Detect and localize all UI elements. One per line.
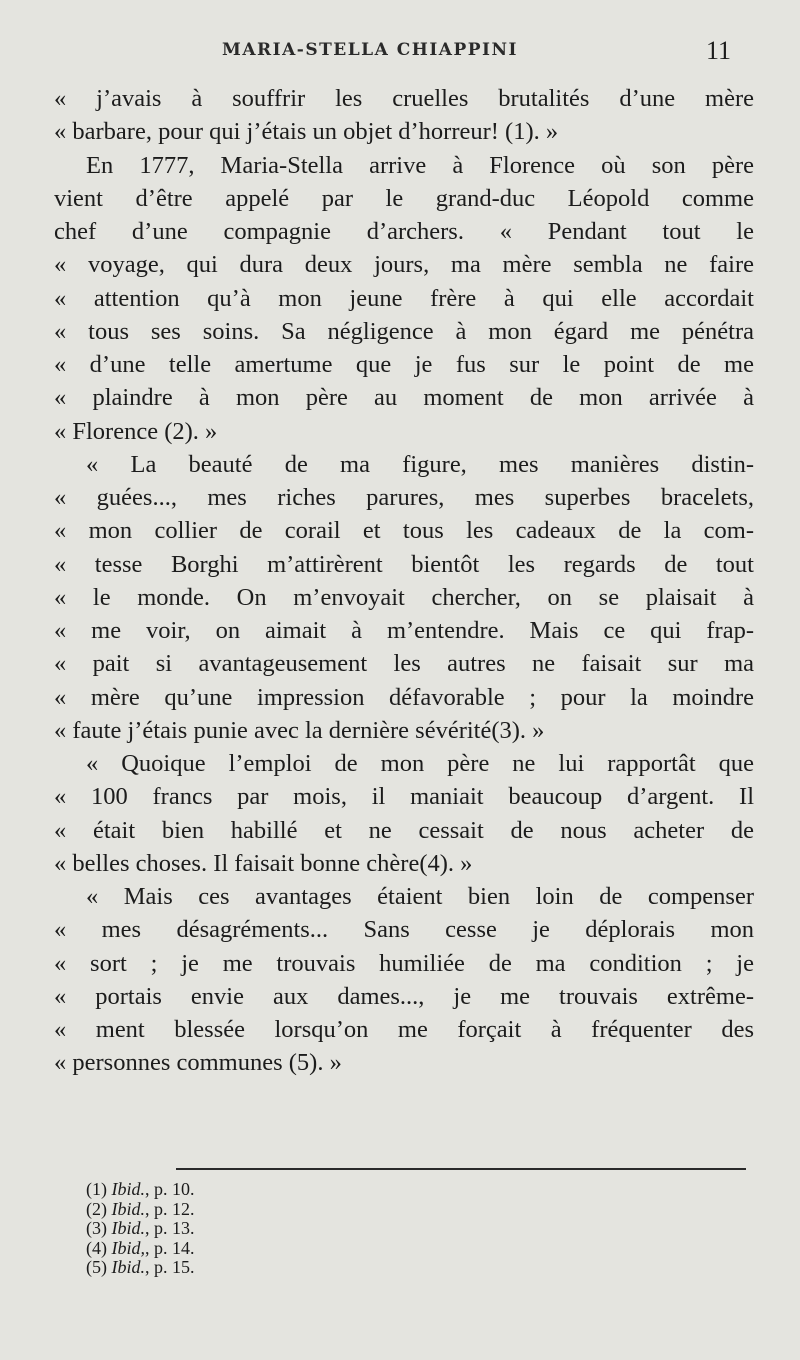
text-line: « était bien habillé et ne cessait de nous acheter de: [54, 816, 754, 844]
footnote-ibid: Ibid.: [111, 1257, 145, 1277]
text-line: « guées..., mes riches parures, mes superbes bracelets,: [54, 484, 754, 511]
text-line: « ment blessée lorsqu’on me forçait à fréquenter des: [54, 1016, 754, 1043]
footnote-ref: , p. 13.: [145, 1218, 195, 1238]
text-line: « j’avais à souffrir les cruelles brutalités d’une mère: [54, 85, 754, 112]
text-line: « Mais ces avantages étaient bien loin de compenser: [86, 883, 754, 910]
text-line: « le monde. On m’envoyait chercher, on se plaisait à: [54, 583, 754, 611]
text-line: « tous ses soins. Sa négligence à mon égard me pénétra: [54, 317, 754, 345]
text-line: « portais envie aux dames..., je me trouvais extrême-: [54, 982, 754, 1010]
text-line: « Quoique l’emploi de mon père ne lui rapportât que: [86, 750, 754, 777]
text-line: « Florence (2). »: [54, 417, 218, 445]
footnote: [86, 1180, 486, 1200]
footnote-divider: [176, 1168, 746, 1170]
text-line: « barbare, pour qui j’étais un objet d’horreur! (1). »: [54, 118, 559, 146]
text-line: vient d’être appelé par le grand-duc Léopold comme: [54, 184, 754, 212]
text-line: « sort ; je me trouvais humiliée de ma condition ; je: [54, 949, 754, 977]
footnote-mark: (1): [86, 1179, 107, 1199]
running-title: MARIA-STELLA CHIAPPINI: [222, 40, 518, 60]
text-line: « faute j’étais punie avec la dernière sévérité(3). »: [54, 716, 545, 744]
footnote-ibid: Ibid.: [111, 1218, 145, 1238]
footnote-mark: (4): [86, 1237, 107, 1258]
text-line: « belles choses. Il faisait bonne chère(4). »: [54, 849, 473, 877]
text-line: « mère qu’une impression défavorable ; pour la moindre: [54, 683, 754, 711]
footnote-ref: , p. 15.: [145, 1257, 195, 1277]
footnote-ibid: Ibid.: [111, 1179, 145, 1199]
text-line: « d’une telle amertume que je fus sur le point de me: [54, 351, 754, 378]
footnote-ref: , p. 12.: [145, 1198, 195, 1219]
footnote-ref: , p. 10.: [145, 1179, 195, 1199]
footnotes: [86, 1180, 486, 1278]
page-number: 11: [706, 36, 732, 65]
footnote: [86, 1239, 486, 1259]
text-line: « voyage, qui dura deux jours, ma mère sembla ne faire: [54, 251, 754, 279]
text-line: « pait si avantageusement les autres ne faisait sur ma: [54, 650, 754, 678]
text-line: « plaindre à mon père au moment de mon arrivée à: [54, 384, 754, 412]
text-line: En 1777, Maria-Stella arrive à Florence où son père: [86, 151, 754, 179]
text-line: « attention qu’à mon jeune frère à qui elle accordait: [54, 284, 754, 312]
text-line: « personnes communes (5). »: [54, 1049, 342, 1077]
footnote-mark: (5): [86, 1257, 107, 1277]
text-line: « tesse Borghi m’attirèrent bientôt les regards de tout: [54, 550, 754, 578]
text-line: « La beauté de ma figure, mes manières distin-: [86, 450, 754, 478]
footnote-ref: , p. 14.: [145, 1237, 195, 1258]
footnote-mark: (2): [86, 1198, 107, 1219]
text-line: « mon collier de corail et tous les cadeaux de la com-: [54, 517, 754, 545]
text-line: « 100 francs par mois, il maniait beaucoup d’argent. Il: [54, 783, 754, 811]
footnote: [86, 1200, 486, 1220]
text-line: chef d’une compagnie d’archers. « Pendant tout le: [54, 218, 754, 245]
footnote: [86, 1258, 486, 1278]
text-line: « me voir, on aimait à m’entendre. Mais ce qui frap-: [54, 617, 754, 644]
footnote-mark: (3): [86, 1218, 107, 1238]
footnote-ibid: Ibid,: [111, 1237, 145, 1258]
text-line: « mes désagréments... Sans cesse je déplorais mon: [54, 916, 754, 944]
running-head: [0, 36, 800, 70]
footnote-ibid: Ibid.: [111, 1198, 145, 1219]
body-text: [54, 82, 754, 1080]
footnote: [86, 1219, 486, 1239]
